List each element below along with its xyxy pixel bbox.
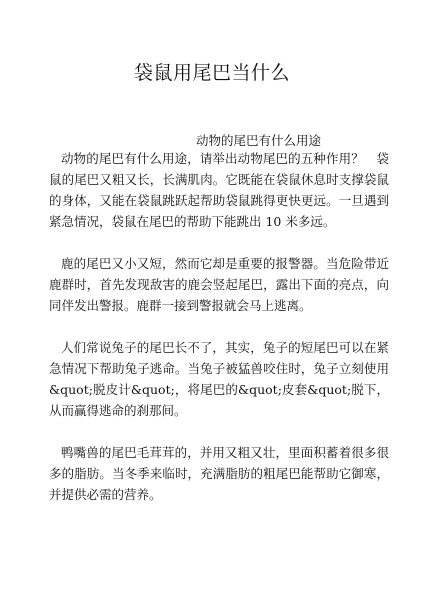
paragraph-rabbit: 人们常说兔子的尾巴长不了，其实，兔子的短尾巴可以在紧急情况下帮助兔子逃命。当兔子被猛兽咬住时，兔子立刻使用&quot;脱皮计&quot;，将尾巴的&quot;皮套&quot;脱下，从而赢得逃命的刹那间。 <box>49 340 389 418</box>
paragraph-platypus: 鸭嘴兽的尾巴毛茸茸的，并用又粗又壮，里面积蓄着很多很多的脂肪。当冬季来临时，充满脂肪的粗尾巴能帮助它御寒，并提供必需的营养。 <box>49 445 389 502</box>
document-body <box>49 148 389 526</box>
document-title: 袋鼠用尾巴当什么 <box>133 62 290 84</box>
paragraph-kangaroo: 动物的尾巴有什么用途，请举出动物尾巴的五种作用？ 袋鼠的尾巴又粗又长，长满肌肉。它既能在袋鼠休息时支撑袋鼠的身体，又能在袋鼠跳跃起帮助袋鼠跳得更快更远。一旦遇到紧急情况，袋鼠在尾巴的帮助下能跳出 10 米多远。 <box>49 151 389 229</box>
paragraph-deer: 鹿的尾巴又小又短，然而它却是重要的报警器。当危险带近鹿群时，首先发现敌害的鹿会竖起尾巴，露出下面的亮点，向同伴发出警报。鹿群一接到警报就会马上逃离。 <box>49 256 389 313</box>
document-subtitle: 动物的尾巴有什么用途 <box>196 133 322 148</box>
